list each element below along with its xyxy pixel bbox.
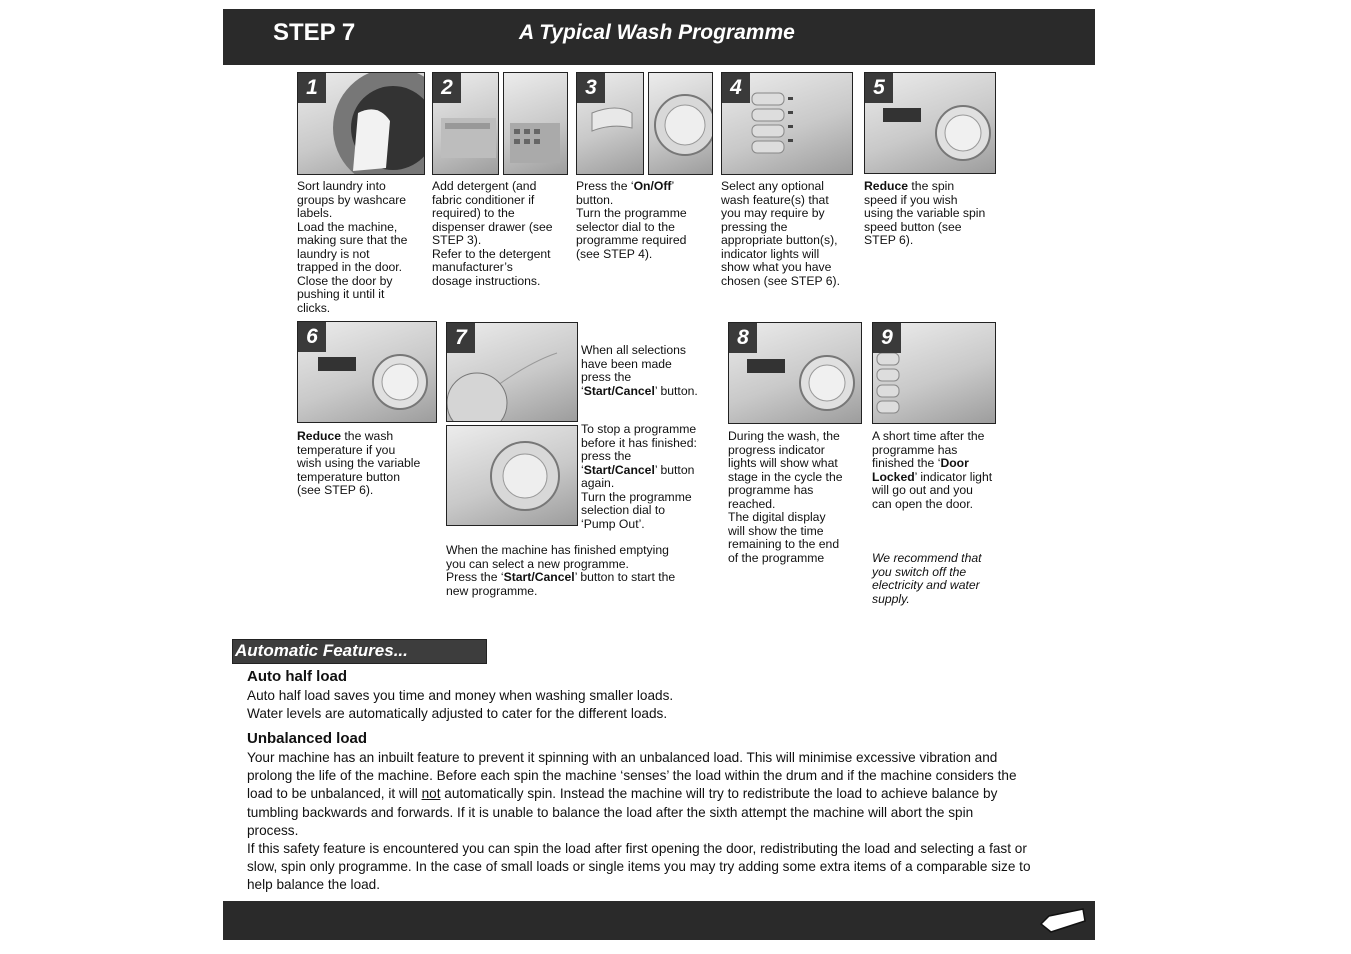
caption-line	[297, 430, 420, 444]
next-page-arrow-icon[interactable]	[1039, 908, 1087, 934]
caption-line: pressing the	[721, 219, 788, 234]
caption-line: appropriate button(s),	[721, 233, 838, 247]
caption-line: The digital display	[728, 510, 826, 524]
caption-line: stage in the cycle the	[728, 469, 843, 484]
caption-line: programme has	[728, 483, 814, 497]
caption-line: chosen (see STEP 6).	[721, 273, 841, 288]
body-text: load to be unbalanced, it will	[247, 786, 422, 802]
caption-text: ’ button to start the	[574, 570, 676, 584]
caption-line: press the	[581, 449, 632, 463]
caption-line: lights will show what	[728, 456, 838, 470]
caption-line: temperature if you	[297, 442, 396, 457]
step-number-5: 5	[865, 73, 893, 103]
caption-line: indicator lights will	[721, 246, 820, 261]
caption-line: A short time after the	[872, 429, 985, 443]
step-number-6: 6	[298, 322, 326, 352]
caption-line: Sort laundry into	[297, 179, 386, 193]
step-3-photo-button	[576, 72, 644, 175]
body-text: automatically spin. Instead the machine will try to redistribute the load to achieve balance by	[440, 786, 998, 802]
caption-line: will go out and you	[872, 483, 973, 497]
caption-text: the wash	[341, 429, 394, 443]
caption-line: again.	[581, 476, 615, 490]
caption-line: STEP 3).	[432, 233, 482, 247]
caption-line: Add detergent (and	[432, 179, 537, 193]
caption-line: trapped in the door.	[297, 260, 403, 274]
caption-line: programme required	[576, 233, 687, 247]
caption-line: dosage instructions.	[432, 273, 541, 288]
step-6-photo-panel	[297, 321, 437, 423]
caption-line: manufacturer’s	[432, 260, 513, 274]
start-cancel-label: Start/Cancel	[583, 462, 655, 477]
step-7-caption-start	[581, 344, 698, 398]
caption-line	[581, 464, 697, 478]
body-line	[247, 785, 1085, 803]
caption-line: To stop a programme	[581, 422, 697, 436]
caption-line: dispenser drawer (see	[432, 219, 553, 234]
body-line: If this safety feature is encountered you can spin the load after first opening the door, redistributing the load and selecting a fast or	[247, 841, 1027, 857]
caption-line: using the variable spin	[864, 206, 986, 220]
caption-line: reached.	[728, 496, 776, 511]
caption-line: Close the door by	[297, 273, 393, 288]
caption-line: groups by washcare	[297, 192, 407, 207]
caption-line: Select any optional	[721, 179, 824, 193]
caption-line: Load the machine,	[297, 219, 398, 234]
note-line: electricity and water	[872, 578, 980, 592]
step-3-caption	[576, 180, 687, 261]
step-number-8: 8	[729, 323, 757, 353]
start-cancel-label: Start/Cancel	[503, 570, 575, 584]
caption-text: ‘	[581, 383, 584, 398]
caption-line	[872, 471, 992, 485]
caption-line: ‘Pump Out’.	[581, 516, 645, 531]
auto-half-load-heading: Auto half load	[247, 668, 347, 685]
caption-line: remaining to the end	[728, 537, 840, 551]
step-8-caption	[728, 430, 843, 565]
page-title: A Typical Wash Programme	[519, 21, 795, 44]
caption-text: ’	[671, 179, 675, 193]
caption-text: ’ button	[654, 462, 695, 477]
step-7-caption-end	[446, 544, 675, 598]
features-heading: Automatic Features...	[235, 641, 408, 660]
reduce-label: Reduce	[864, 179, 909, 193]
page-header	[223, 9, 1095, 65]
caption-line: selector dial to the	[576, 219, 675, 234]
step-3-photo-dial	[648, 72, 713, 175]
caption-line: show what you have	[721, 260, 832, 274]
caption-line: can open the door.	[872, 496, 973, 511]
note-line: We recommend that	[872, 551, 982, 565]
step-number-3: 3	[577, 73, 605, 103]
caption-line: speed button (see	[864, 219, 962, 234]
step-2-photo-dispenser	[503, 72, 568, 175]
unbalanced-load-heading: Unbalanced load	[247, 730, 368, 747]
body-line: Auto half load saves you time and money when washing smaller loads.	[247, 688, 674, 703]
caption-line: progress indicator	[728, 442, 825, 457]
caption-line: you may require by	[721, 206, 825, 220]
auto-half-load-text	[247, 687, 1085, 723]
caption-text: ‘	[581, 462, 584, 477]
step-9-recommendation	[872, 552, 982, 606]
caption-line: Turn the programme	[581, 489, 692, 504]
step-1-caption	[297, 180, 407, 315]
caption-line: When all selections	[581, 343, 686, 357]
caption-line: (see STEP 6).	[297, 483, 374, 497]
step-6-caption	[297, 430, 420, 498]
reduce-label: Reduce	[297, 429, 342, 443]
caption-line: wish using the variable	[297, 456, 421, 470]
caption-line: laundry is not	[297, 246, 370, 261]
step-number-9: 9	[873, 323, 901, 353]
step-5-photo-panel	[864, 72, 996, 174]
caption-line: During the wash, the	[728, 429, 840, 443]
caption-line: programme has	[872, 442, 958, 457]
caption-line	[864, 180, 985, 194]
caption-line: button.	[576, 192, 614, 207]
caption-line	[872, 457, 992, 471]
body-line: help balance the load.	[247, 877, 381, 893]
caption-line: selection dial to	[581, 503, 666, 517]
caption-line: you can select a new programme.	[446, 556, 629, 571]
caption-line: will show the time	[728, 523, 824, 538]
body-line: process.	[247, 822, 299, 838]
caption-line	[576, 180, 687, 194]
caption-line: speed if you wish	[864, 192, 958, 207]
caption-line: required) to the	[432, 206, 515, 220]
caption-line: wash feature(s) that	[721, 192, 829, 207]
caption-line: STEP 6).	[864, 233, 914, 247]
step-number-1: 1	[298, 73, 326, 103]
caption-line: new programme.	[446, 583, 538, 598]
caption-line: labels.	[297, 206, 333, 220]
caption-line: of the programme	[728, 550, 825, 565]
locked-label: Locked	[872, 469, 915, 484]
caption-text: Press the ‘	[576, 179, 634, 193]
unbalanced-load-text	[247, 749, 1085, 895]
caption-text: ’ button.	[654, 383, 698, 398]
step-label: STEP 7	[273, 19, 356, 46]
caption-line: fabric conditioner if	[432, 192, 535, 207]
caption-line: making sure that the	[297, 233, 408, 247]
start-cancel-label: Start/Cancel	[583, 383, 655, 398]
caption-line: Refer to the detergent	[432, 246, 551, 261]
step-2-caption	[432, 180, 553, 288]
step-7-caption-stop	[581, 423, 697, 531]
caption-line: before it has finished:	[581, 435, 697, 450]
caption-text: ’ indicator light	[914, 469, 993, 484]
body-line: tumbling backwards and forwards. If it is unable to balance the load after the sixth attempt the machine will abort the spin	[247, 804, 974, 820]
page-footer	[223, 901, 1095, 940]
step-8-photo-panel	[728, 322, 862, 424]
caption-line: press the	[581, 370, 632, 384]
caption-line: When the machine has finished emptying	[446, 543, 669, 557]
caption-text: Press the ‘	[446, 570, 504, 584]
body-line: slow, spin only programme. In the case of small loads or single items you may try adding some extra items of a comparable size to	[247, 859, 1031, 875]
caption-line	[581, 385, 698, 399]
step-9-caption	[872, 430, 992, 511]
body-line: Your machine has an inbuilt feature to prevent it spinning with an unbalanced load. This will minimise excessive vibration and	[247, 750, 998, 765]
step-9-photo-buttons	[872, 322, 996, 424]
caption-line: (see STEP 4).	[576, 246, 653, 261]
underlined-not: not	[421, 786, 441, 802]
step-1-photo-door	[297, 72, 425, 175]
caption-line	[446, 571, 675, 585]
step-number-7: 7	[447, 323, 475, 353]
features-banner	[232, 639, 487, 664]
note-line: supply.	[872, 591, 910, 606]
caption-text: the spin	[908, 179, 955, 193]
caption-line: temperature button	[297, 469, 400, 484]
caption-line: pushing it until it	[297, 287, 385, 301]
on-off-label: On/Off	[633, 179, 672, 193]
step-4-caption	[721, 180, 840, 288]
step-4-photo-buttons	[721, 72, 853, 175]
step-7-photo-start	[446, 322, 578, 422]
door-label: Door	[940, 456, 969, 470]
caption-line: Turn the programme	[576, 206, 687, 220]
caption-line: have been made	[581, 356, 672, 371]
note-line: you switch off the	[872, 564, 967, 579]
step-number-2: 2	[433, 73, 461, 103]
step-7-photo-dial	[446, 425, 578, 526]
step-5-caption	[864, 180, 985, 248]
step-number-4: 4	[722, 73, 750, 103]
caption-text: finished the ‘	[872, 456, 941, 470]
caption-line: clicks.	[297, 300, 331, 315]
body-line: Water levels are automatically adjusted to cater for the different loads.	[247, 706, 668, 722]
body-line: prolong the life of the machine. Before each spin the machine ‘senses’ the load within the drum and if the machine considers the	[247, 768, 1017, 784]
step-2-photo-drawer	[432, 72, 499, 175]
